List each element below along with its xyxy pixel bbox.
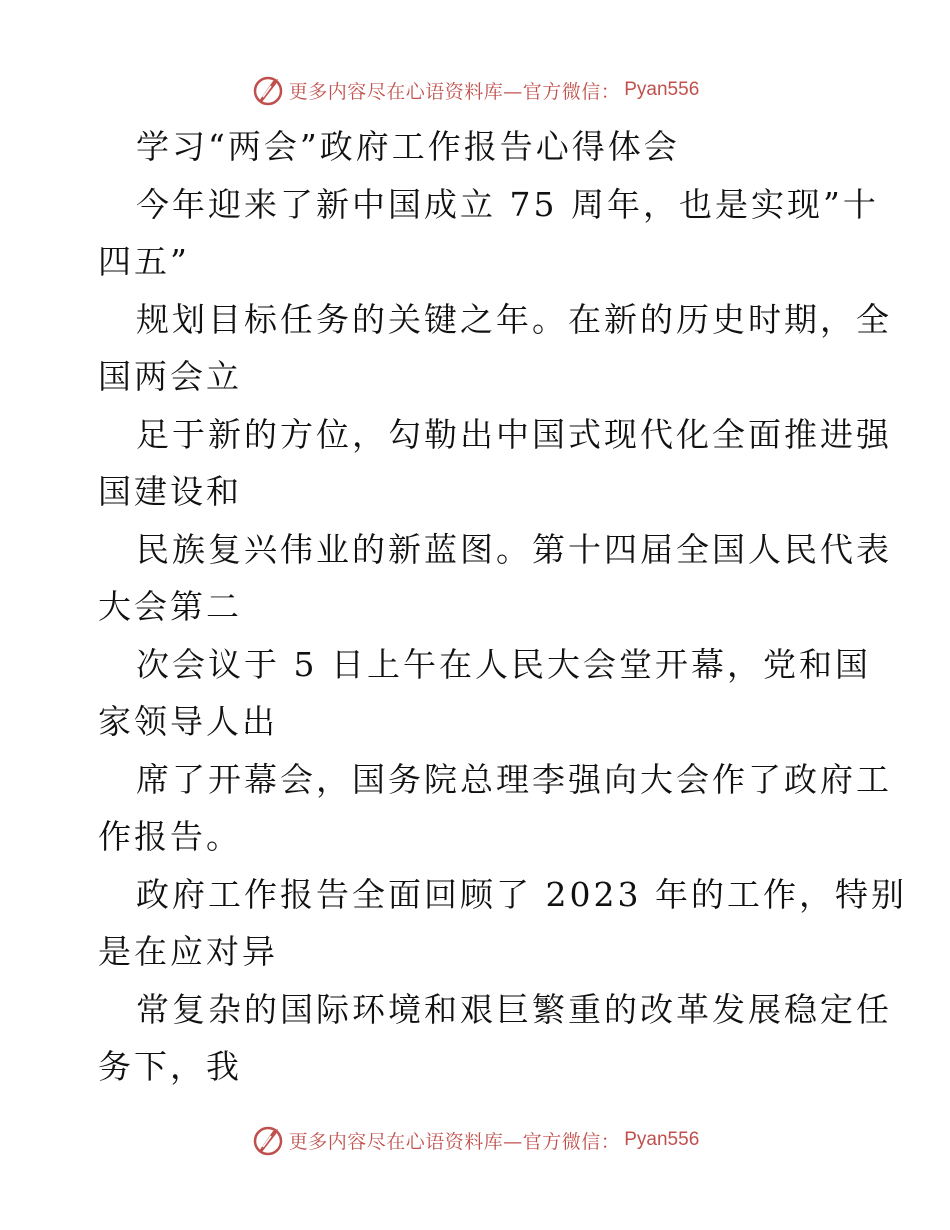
- footer-banner: [0, 1120, 950, 1160]
- document-body: [98, 118, 907, 1096]
- text-line: 家领导人出: [98, 702, 278, 741]
- text-line: 席了开幕会，国务院总理李强向大会作了政府工: [136, 759, 892, 799]
- text-line: 大会第二: [98, 587, 242, 626]
- text-line: 次会议于 5 日上午在人民大会堂开幕，党和国: [136, 644, 871, 684]
- text-line: 政府工作报告全面回顾了 2023 年的工作，特别: [136, 874, 907, 914]
- document-title: 学习“两会”政府工作报告心得体会: [136, 127, 680, 166]
- text-line: 足于新的方位，勾勒出中国式现代化全面推进强: [136, 414, 892, 454]
- text-line: 常复杂的国际环境和艰巨繁重的改革发展稳定任: [136, 989, 892, 1029]
- text-line: 今年迎来了新中国成立 75 周年，也是实现”十: [136, 184, 879, 224]
- text-line: 规划目标任务的关键之年。在新的历史时期，全: [136, 299, 892, 339]
- quill-pen-logo-icon: [251, 1123, 285, 1157]
- text-line: 国建设和: [98, 472, 242, 511]
- banner-wechat-id: Pyan556: [624, 1129, 700, 1150]
- text-line: 国两会立: [98, 357, 242, 396]
- text-line: 民族复兴伟业的新蓝图。第十四届全国人民代表: [136, 529, 892, 569]
- text-line: 是在应对异: [98, 932, 278, 971]
- banner-wechat-id: Pyan556: [624, 79, 700, 100]
- text-line: 四五”: [98, 242, 190, 281]
- quill-pen-logo-icon: [251, 73, 285, 107]
- banner-text: 更多内容尽在心语资料库—官方微信：: [288, 1130, 621, 1153]
- banner-text: 更多内容尽在心语资料库—官方微信：: [288, 80, 621, 103]
- header-banner: [0, 70, 950, 110]
- text-line: 作报告。: [98, 817, 242, 856]
- text-line: 务下，我: [98, 1047, 242, 1086]
